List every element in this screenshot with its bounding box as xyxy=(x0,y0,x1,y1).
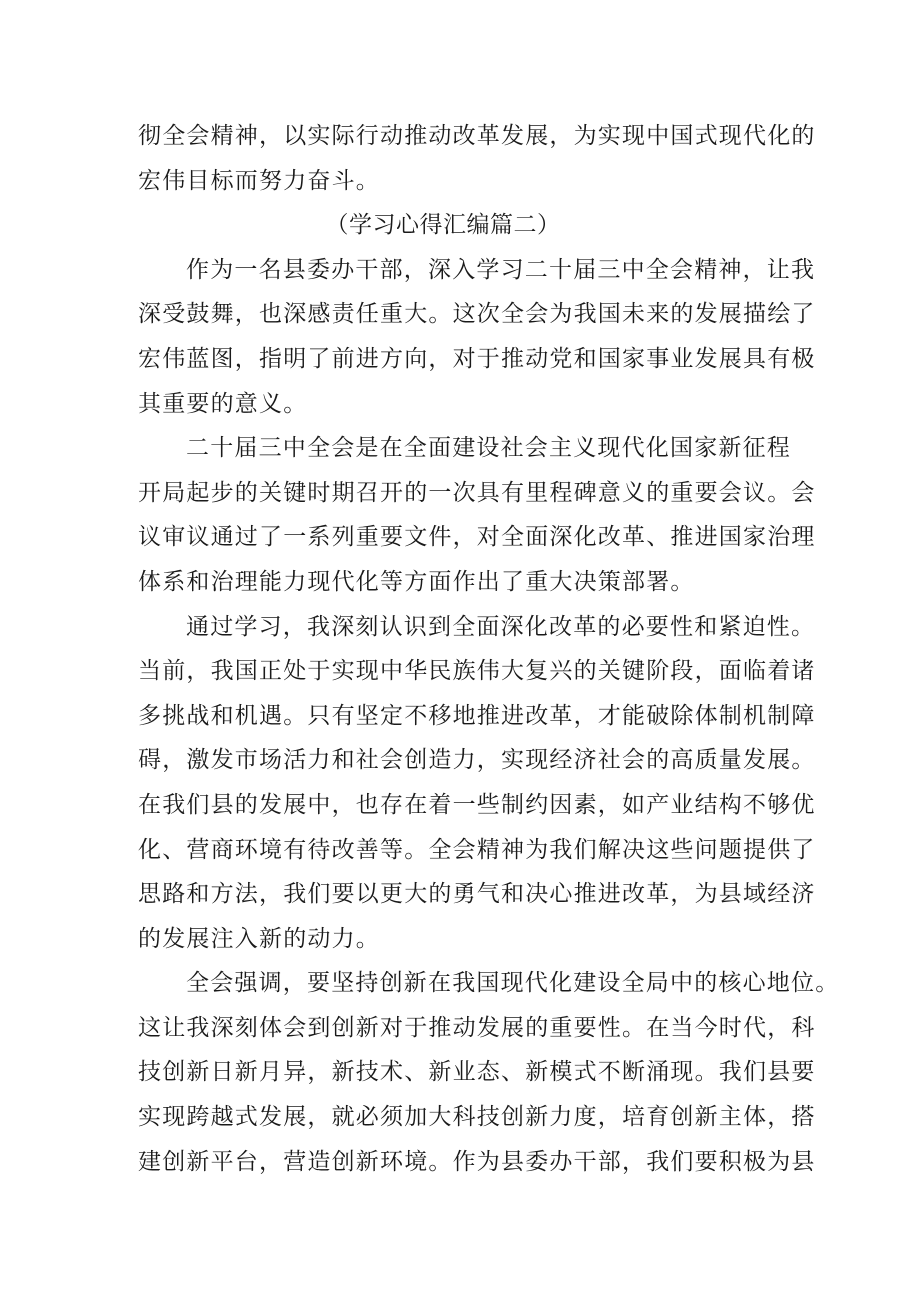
paragraph-line: 开局起步的关键时期召开的一次具有里程碑意义的重要会议。会 xyxy=(138,479,816,506)
paragraph-line: 技创新日新月异，新技术、新业态、新模式不断涌现。我们县要 xyxy=(138,1059,816,1086)
paragraph-line: 多挑战和机遇。只有坚定不移地推进改革，才能破除体制机制障 xyxy=(138,702,816,729)
paragraph-line: 议审议通过了一系列重要文件，对全面深化改革、推进国家治理 xyxy=(138,524,816,551)
document-body xyxy=(138,114,840,1184)
intro-line: 宏伟目标而努力奋斗。 xyxy=(138,167,380,194)
paragraph-line: 化、营商环境有待改善等。全会精神为我们解决这些问题提供了 xyxy=(138,836,816,863)
paragraph-line: 二十届三中全会是在全面建设社会主义现代化国家新征程 xyxy=(186,435,791,462)
paragraph-line: 碍，激发市场活力和社会创造力，实现经济社会的高质量发展。 xyxy=(138,747,816,774)
section-heading: （学习心得汇编篇二） xyxy=(325,212,561,239)
paragraph-line: 的发展注入新的动力。 xyxy=(138,925,380,952)
paragraph-line: 体系和治理能力现代化等方面作出了重大决策部署。 xyxy=(138,568,695,595)
paragraph-line: 建创新平台，营造创新环境。作为县委办干部，我们要积极为县 xyxy=(138,1148,816,1175)
paragraph-2 xyxy=(138,426,816,604)
paragraph-1 xyxy=(138,248,816,426)
paragraph-line: 思路和方法，我们要以更大的勇气和决心推进改革，为县域经济 xyxy=(138,881,816,908)
paragraph-4 xyxy=(138,961,840,1184)
paragraph-line: 通过学习，我深刻认识到全面深化改革的必要性和紧迫性。 xyxy=(186,613,816,640)
paragraph-line: 全会强调，要坚持创新在我国现代化建设全局中的核心地位。 xyxy=(186,970,840,997)
intro-line: 彻全会精神，以实际行动推动改革发展，为实现中国式现代化的 xyxy=(138,123,816,149)
paragraph-line: 实现跨越式发展，就必须加大科技创新力度，培育创新主体，搭 xyxy=(138,1104,816,1131)
paragraph-line: 其重要的意义。 xyxy=(138,390,308,417)
paragraph-3 xyxy=(138,605,816,962)
paragraph-line: 这让我深刻体会到创新对于推动发展的重要性。在当今时代，科 xyxy=(138,1014,816,1041)
paragraph-line: 宏伟蓝图，指明了前进方向，对于推动党和国家事业发展具有极 xyxy=(138,345,816,372)
paragraph-line: 在我们县的发展中，也存在着一些制约因素，如产业结构不够优 xyxy=(138,791,816,818)
paragraph-line: 作为一名县委办干部，深入学习二十届三中全会精神，让我 xyxy=(186,256,816,283)
paragraph-line: 当前，我国正处于实现中华民族伟大复兴的关键阶段，面临着诸 xyxy=(138,658,816,685)
paragraph-line: 深受鼓舞，也深感责任重大。这次全会为我国未来的发展描绘了 xyxy=(138,301,816,328)
